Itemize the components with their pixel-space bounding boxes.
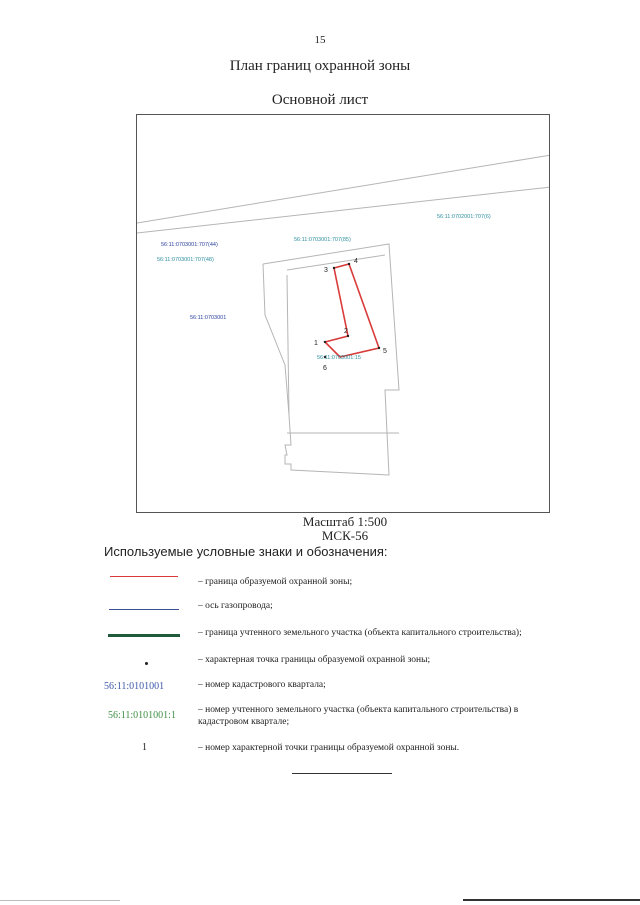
legend-symbol bbox=[100, 627, 200, 647]
legend-item-pipeline-axis bbox=[100, 600, 560, 620]
legend-symbol bbox=[100, 654, 200, 674]
boundary-point-2 bbox=[347, 335, 349, 337]
document-title: План границ охранной зоны bbox=[229, 58, 411, 74]
point-number-4: 4 bbox=[354, 258, 358, 265]
point-number-sample: 1 bbox=[142, 742, 147, 753]
crs-label: МСК-56 bbox=[321, 528, 369, 543]
sheet-title: Основной лист bbox=[271, 92, 369, 108]
legend-item-quarter-number bbox=[100, 679, 560, 699]
legend-text: – граница учтенного земельного участка (объекта капитального строительства); bbox=[198, 628, 522, 638]
protection-zone-boundary bbox=[325, 264, 379, 357]
point-dot-icon bbox=[145, 662, 148, 665]
boundary-point-3 bbox=[333, 267, 335, 269]
point-number-1: 1 bbox=[314, 340, 318, 347]
label-block-a: 56:11:0702001:707(6) bbox=[437, 214, 491, 220]
boundary-map bbox=[137, 115, 550, 513]
legend-item-parcel-border bbox=[100, 627, 560, 647]
legend-symbol bbox=[100, 742, 200, 762]
scale-block bbox=[0, 515, 640, 543]
boundary-point-1 bbox=[324, 341, 326, 343]
legend-item-parcel-number bbox=[100, 704, 560, 727]
point-number-5: 5 bbox=[383, 348, 387, 355]
point-number-2: 2 bbox=[344, 328, 348, 335]
legend-text: – номер характерной точки границы образуемой охранной зоны. bbox=[198, 743, 460, 753]
label-block-b: 56:11:0703001:707(44) bbox=[161, 242, 218, 248]
point-number-6: 6 bbox=[323, 365, 327, 372]
legend-item-zone-border bbox=[100, 576, 560, 596]
point-number-3: 3 bbox=[324, 267, 328, 274]
page-number: 15 bbox=[314, 34, 326, 46]
legend-text: – ось газопровода; bbox=[198, 601, 273, 611]
red-line-swatch bbox=[110, 576, 178, 577]
scan-edge-line-left bbox=[0, 900, 120, 901]
label-parcel: 56:11:0703001:15 bbox=[317, 355, 361, 361]
road-edge-north bbox=[137, 155, 550, 223]
legend-symbol bbox=[100, 576, 200, 596]
legend-text: – граница образуемой охранной зоны; bbox=[198, 577, 353, 587]
closing-rule bbox=[292, 773, 392, 774]
label-quarter: 56:11:0703001 bbox=[190, 315, 227, 321]
legend-text: – номер учтенного земельного участка (объекта капитального строительства) в кадастровом квартале; bbox=[198, 705, 519, 727]
legend-text: – характерная точка границы образуемой охранной зоны; bbox=[198, 655, 431, 665]
label-block-d: 56:11:0703001:707(48) bbox=[157, 257, 214, 263]
boundary-point-5 bbox=[378, 347, 380, 349]
legend-item-point-number bbox=[100, 742, 560, 762]
label-block-c: 56:11:0703001:707(85) bbox=[294, 237, 351, 243]
boundary-point-4 bbox=[348, 263, 350, 265]
legend-heading: Используемые условные знаки и обозначения: bbox=[104, 544, 388, 559]
map-frame bbox=[136, 114, 550, 513]
legend-item-boundary-point bbox=[100, 654, 560, 674]
road-edge-south bbox=[137, 187, 550, 233]
blue-line-swatch bbox=[109, 609, 179, 610]
scale-label: Масштаб 1:500 bbox=[302, 514, 388, 529]
quarter-code-sample: 56:11:0101001 bbox=[104, 681, 165, 692]
green-line-swatch bbox=[108, 634, 180, 637]
legend-symbol bbox=[100, 704, 200, 724]
legend-symbol bbox=[100, 679, 200, 699]
legend-symbol bbox=[100, 600, 200, 620]
legend-text: – номер кадастрового квартала; bbox=[198, 680, 326, 690]
boundary-points bbox=[324, 263, 380, 358]
parcel-code-sample: 56:11:0101001:1 bbox=[108, 710, 176, 721]
cadastral-labels bbox=[157, 214, 491, 361]
scan-edge-line bbox=[463, 899, 640, 901]
